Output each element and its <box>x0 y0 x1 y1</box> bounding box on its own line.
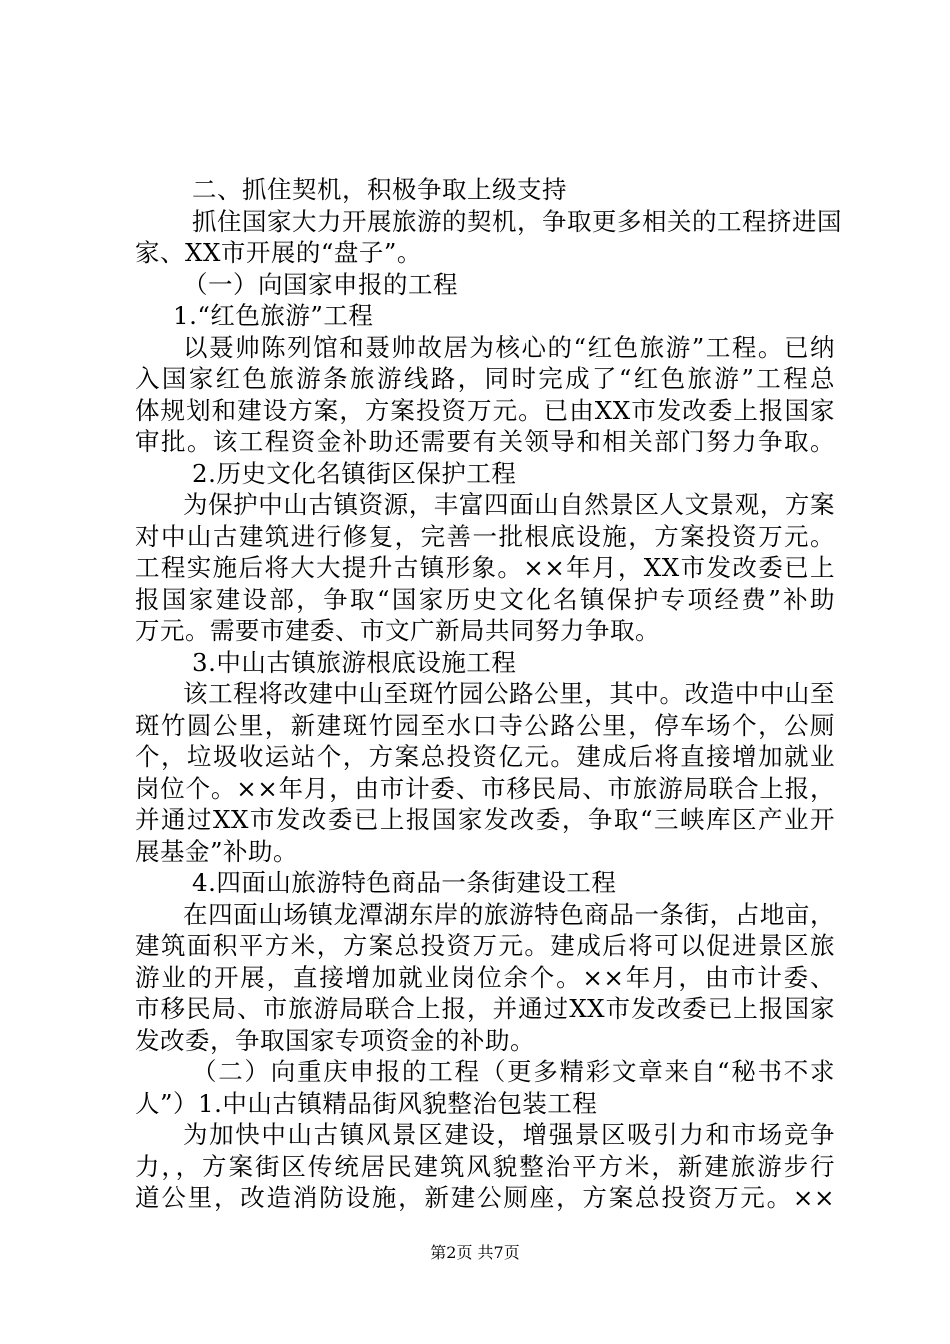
paragraph-line: 个，垃圾收运站个，方案总投资亿元。建成后将直接增加就业 <box>135 742 835 771</box>
paragraph-line: 体规划和建设方案，方案投资万元。已由XX市发改委上报国家 <box>135 395 835 425</box>
paragraph-line: 力，，方案街区传统居民建筑风貌整治平方米，新建旅游步行 <box>135 1151 835 1181</box>
paragraph-line: 为加快中山古镇风景区建设，增强景区吸引力和市场竞争 <box>183 1120 835 1149</box>
document-body <box>135 174 842 1214</box>
item-heading: 3.中山古镇旅游根底设施工程 <box>192 647 517 677</box>
paragraph-line: 工程实施后将大大提升古镇形象。××年月，XX市发改委已上 <box>135 553 835 582</box>
paragraph-line: 该工程将改建中山至斑竹园公路公里，其中。改造中中山至 <box>183 679 835 708</box>
paragraph-line: 斑竹圆公里，新建斑竹园至水口寺公路公里，停车场个，公厕 <box>135 710 835 740</box>
section-heading: 二、抓住契机，积极争取上级支持 <box>192 175 567 204</box>
paragraph-line: 市移民局、市旅游局联合上报，并通过XX市发改委已上报国家 <box>135 994 835 1023</box>
paragraph-line: 游业的开展，直接增加就业岗位余个。××年月，由市计委、 <box>135 962 835 992</box>
paragraph-line: 岗位个。××年月，由市计委、市移民局、市旅游局联合上报， <box>135 773 835 803</box>
paragraph-line: 家、XX市开展的“盘子”。 <box>135 238 422 267</box>
page-number-footer: 第2页 共7页 <box>430 1243 520 1262</box>
paragraph-line: 报国家建设部，争取“国家历史文化名镇保护专项经费”补助 <box>135 584 835 614</box>
item-heading: 2.历史文化名镇街区保护工程 <box>192 458 517 488</box>
paragraph-line: 入国家红色旅游条旅游线路，同时完成了“红色旅游”工程总 <box>135 364 835 393</box>
subsection-heading: （二）向重庆申报的工程（更多精彩文章来自“秘书不求 <box>192 1057 835 1086</box>
paragraph-line: 以聂帅陈列馆和聂帅故居为核心的“红色旅游”工程。已纳 <box>183 332 835 362</box>
paragraph-line: 在四面山场镇龙潭湖东岸的旅游特色商品一条街，占地亩， <box>183 899 835 929</box>
item-heading: 4.四面山旅游特色商品一条街建设工程 <box>192 868 617 897</box>
paragraph-line: 展基金”补助。 <box>135 836 299 866</box>
paragraph-line: 并通过XX市发改委已上报国家发改委，争取“三峡库区产业开 <box>135 805 835 834</box>
paragraph-line: 抓住国家大力开展旅游的契机，争取更多相关的工程挤进国 <box>192 206 842 236</box>
paragraph-line: 万元。需要市建委、市文广新局共同努力争取。 <box>135 616 660 645</box>
paragraph-line: 道公里，改造消防设施，新建公厕座，方案总投资万元。×× <box>135 1183 835 1212</box>
paragraph-line: 对中山古建筑进行修复，完善一批根底设施，方案投资万元。 <box>135 521 835 551</box>
subsection-heading: （一）向国家申报的工程 <box>183 269 458 299</box>
paragraph-line: 建筑面积平方米，方案总投资万元。建成后将可以促进景区旅 <box>135 931 835 960</box>
paragraph-line: 审批。该工程资金补助还需要有关领导和相关部门努力争取。 <box>135 427 835 456</box>
item-heading: 1.“红色旅游”工程 <box>173 301 374 330</box>
paragraph-line: 为保护中山古镇资源，丰富四面山自然景区人文景观，方案 <box>183 490 835 519</box>
paragraph-line: 发改委，争取国家专项资金的补助。 <box>135 1025 535 1055</box>
item-heading: 人”）1.中山古镇精品街风貌整治包装工程 <box>135 1088 598 1118</box>
